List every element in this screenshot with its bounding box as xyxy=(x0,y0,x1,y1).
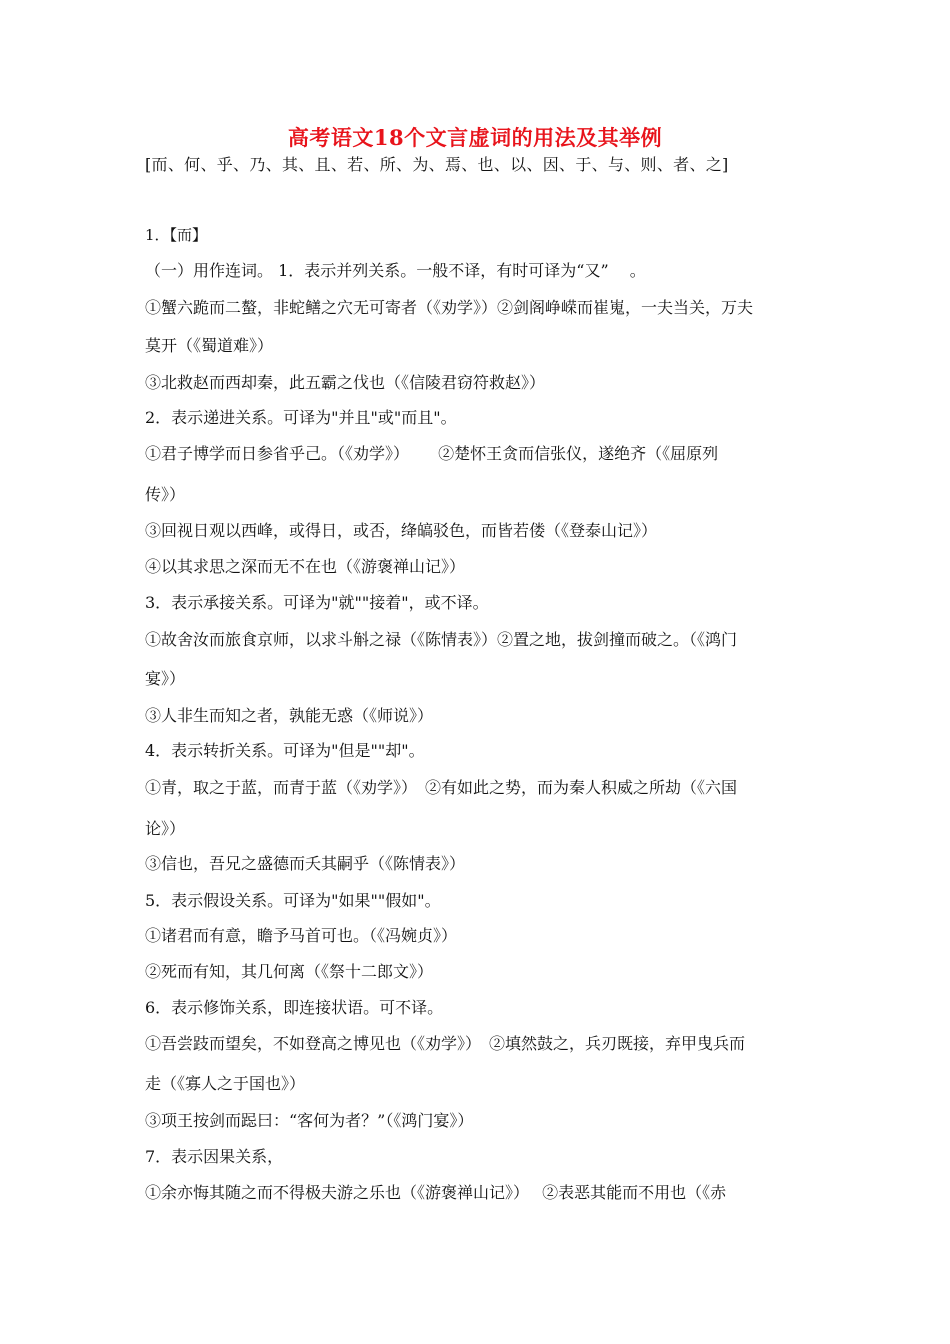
text-line: 4．表示转折关系。可译为"但是""却"。 xyxy=(145,741,425,760)
text-line: ③信也，吾兄之盛德而夭其嗣乎（《陈情表》） xyxy=(145,854,466,873)
text-line: ①诸君而有意，瞻予马首可也。（《冯婉贞》） xyxy=(145,926,458,945)
text-line: 宴》） xyxy=(145,669,186,688)
text-line: ④以其求思之深而无不在也（《游褒禅山记》） xyxy=(145,557,466,576)
text-line: ①余亦悔其随之而不得极夫游之乐也（《游褒禅山记》） ②表恶其能而不用也（《赤 xyxy=(145,1183,727,1202)
text-line: （一）用作连词。 1．表示并列关系。一般不译，有时可译为“又” 。 xyxy=(145,261,646,280)
text-line: 6．表示修饰关系，即连接状语。可不译。 xyxy=(145,998,444,1017)
text-line: ①蟹六跪而二螯，非蛇鳝之穴无可寄者（《劝学》）②剑阁峥嵘而崔嵬，一夫当关，万夫 xyxy=(145,298,754,317)
text-line: ③回视日观以西峰，或得日，或否，绛皜驳色，而皆若偻（《登泰山记》） xyxy=(145,521,658,540)
page-title: 高考语文18个文言虚词的用法及其举例 xyxy=(287,125,663,150)
text-line: 7．表示因果关系， xyxy=(145,1147,284,1166)
text-line: ①君子博学而日参省乎己。（《劝学》） ②楚怀王贪而信张仪，遂绝齐（《屈原列 xyxy=(145,444,719,463)
text-line: ③人非生而知之者，孰能无惑（《师说》） xyxy=(145,706,434,725)
text-line: ①青，取之于蓝，而青于蓝（《劝学》） ②有如此之势，而为秦人积威之所劫（《六国 xyxy=(145,778,738,797)
text-line: 走（《寡人之于国也》） xyxy=(145,1074,306,1093)
text-line: ①吾尝跂而望矣，不如登高之博见也（《劝学》） ②填然鼓之，兵刃既接，弃甲曳兵而 xyxy=(145,1034,746,1053)
text-line: ①故舍汝而旅食京师，以求斗斛之禄（《陈情表》）②置之地，拔剑撞而破之。（《鸿门 xyxy=(145,630,738,649)
text-line: 3．表示承接关系。可译为"就""接着"，或不译。 xyxy=(145,593,489,612)
text-line: ③北救赵而西却秦，此五霸之伐也（《信陵君窃符救赵》） xyxy=(145,373,546,392)
text-line: 2．表示递进关系。可译为"并且"或"而且"。 xyxy=(145,408,457,427)
text-line: 5．表示假设关系。可译为"如果""假如"。 xyxy=(145,891,441,910)
section-heading-er: 1．【而】 xyxy=(145,226,208,244)
text-line: 论》） xyxy=(145,819,186,838)
text-line: ②死而有知，其几何离（《祭十二郎文》） xyxy=(145,962,434,981)
function-word-list: [而、何、乎、乃、其、且、若、所、为、焉、也、以、因、于、与、则、者、之] xyxy=(145,155,729,174)
text-line: ③项王按剑而跽曰：“客何为者？”（《鸿门宴》） xyxy=(145,1111,474,1130)
text-line: 传》） xyxy=(145,485,186,504)
text-line: 莫开（《蜀道难》） xyxy=(145,336,274,355)
